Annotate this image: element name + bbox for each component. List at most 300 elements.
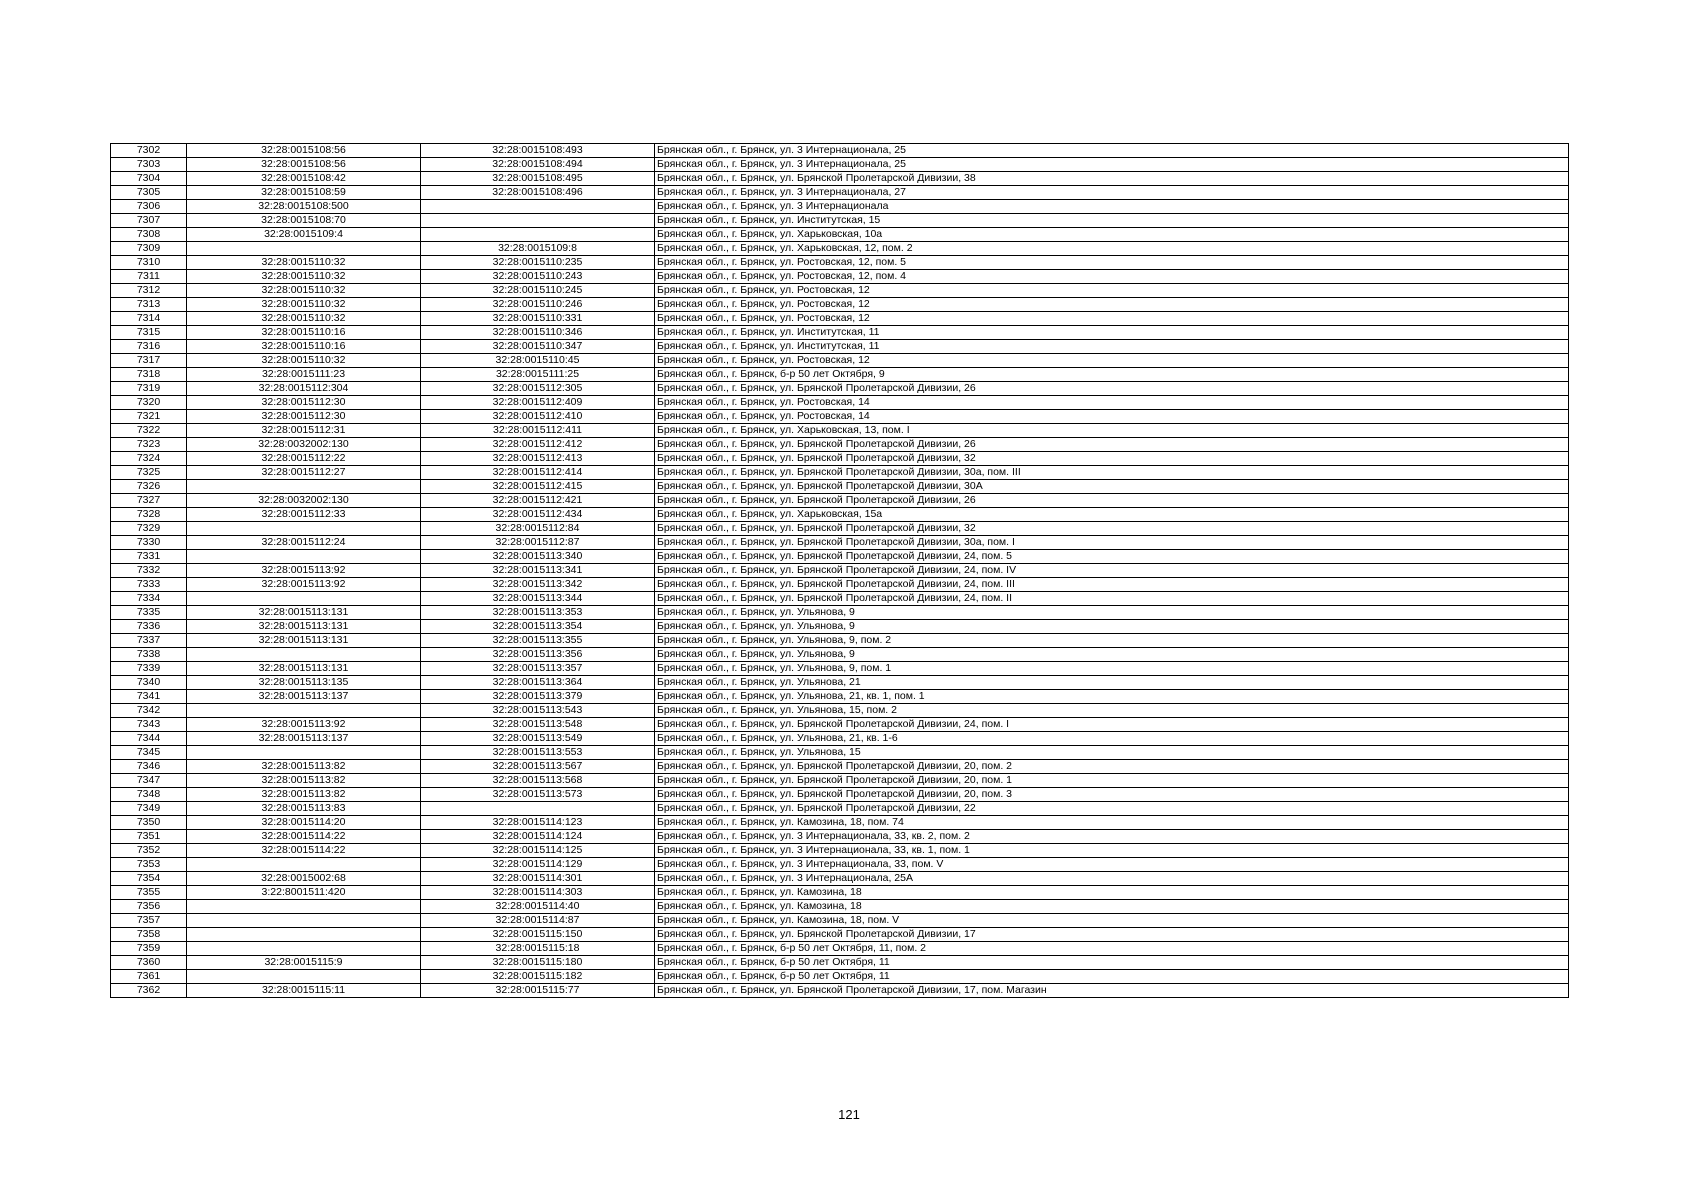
row-number-cell: 7333 (111, 578, 187, 592)
object-number-cell: 32:28:0015110:347 (421, 340, 655, 354)
table-row (111, 438, 1569, 452)
row-number-cell: 7353 (111, 858, 187, 872)
parcel-number-cell: 32:28:0015113:131 (187, 606, 421, 620)
object-number-cell: 32:28:0015113:567 (421, 760, 655, 774)
address-cell: Брянская обл., г. Брянск, ул. Брянской Пролетарской Дивизии, 32 (655, 522, 1569, 536)
table-row (111, 312, 1569, 326)
address-cell: Брянская обл., г. Брянск, ул. Харьковская, 13, пом. I (655, 424, 1569, 438)
object-number-cell: 32:28:0015115:182 (421, 970, 655, 984)
address-cell: Брянская обл., г. Брянск, ул. Брянской Пролетарской Дивизии, 26 (655, 382, 1569, 396)
address-cell: Брянская обл., г. Брянск, ул. Камозина, 18 (655, 900, 1569, 914)
table-row (111, 368, 1569, 382)
row-number-cell: 7319 (111, 382, 187, 396)
object-number-cell: 32:28:0015112:410 (421, 410, 655, 424)
parcel-number-cell: 32:28:0032002:130 (187, 438, 421, 452)
parcel-number-cell: 32:28:0015110:32 (187, 312, 421, 326)
row-number-cell: 7351 (111, 830, 187, 844)
object-number-cell: 32:28:0015115:180 (421, 956, 655, 970)
row-number-cell: 7339 (111, 662, 187, 676)
row-number-cell: 7309 (111, 242, 187, 256)
address-cell: Брянская обл., г. Брянск, ул. Харьковская, 10а (655, 228, 1569, 242)
parcel-number-cell: 32:28:0015113:137 (187, 732, 421, 746)
row-number-cell: 7348 (111, 788, 187, 802)
address-cell: Брянская обл., г. Брянск, ул. Ульянова, 21, кв. 1, пом. 1 (655, 690, 1569, 704)
table-row (111, 676, 1569, 690)
table-row (111, 662, 1569, 676)
object-number-cell: 32:28:0015110:346 (421, 326, 655, 340)
table-row (111, 550, 1569, 564)
row-number-cell: 7334 (111, 592, 187, 606)
object-number-cell: 32:28:0015112:415 (421, 480, 655, 494)
table-row (111, 172, 1569, 186)
parcel-number-cell: 32:28:0015110:16 (187, 326, 421, 340)
object-number-cell: 32:28:0015113:379 (421, 690, 655, 704)
table-row (111, 256, 1569, 270)
row-number-cell: 7331 (111, 550, 187, 564)
row-number-cell: 7323 (111, 438, 187, 452)
row-number-cell: 7352 (111, 844, 187, 858)
address-cell: Брянская обл., г. Брянск, ул. Институтская, 11 (655, 340, 1569, 354)
object-number-cell: 32:28:0015114:40 (421, 900, 655, 914)
address-cell: Брянская обл., г. Брянск, ул. Камозина, 18, пом. 74 (655, 816, 1569, 830)
table-row (111, 144, 1569, 158)
row-number-cell: 7336 (111, 620, 187, 634)
row-number-cell: 7338 (111, 648, 187, 662)
object-number-cell: 32:28:0015114:123 (421, 816, 655, 830)
row-number-cell: 7349 (111, 802, 187, 816)
address-cell: Брянская обл., г. Брянск, ул. Камозина, 18 (655, 886, 1569, 900)
object-number-cell: 32:28:0015115:77 (421, 984, 655, 998)
parcel-number-cell: 32:28:0015109:4 (187, 228, 421, 242)
address-cell: Брянская обл., г. Брянск, ул. Ульянова, 9 (655, 648, 1569, 662)
row-number-cell: 7337 (111, 634, 187, 648)
parcel-number-cell: 32:28:0015002:68 (187, 872, 421, 886)
parcel-number-cell: 32:28:0015113:92 (187, 578, 421, 592)
object-number-cell: 32:28:0015113:357 (421, 662, 655, 676)
parcel-number-cell: 32:28:0015108:56 (187, 144, 421, 158)
object-number-cell: 32:28:0015110:331 (421, 312, 655, 326)
row-number-cell: 7303 (111, 158, 187, 172)
parcel-number-cell: 32:28:0015113:92 (187, 564, 421, 578)
table-row (111, 704, 1569, 718)
table-row (111, 844, 1569, 858)
address-cell: Брянская обл., г. Брянск, ул. Брянской Пролетарской Дивизии, 32 (655, 452, 1569, 466)
parcel-number-cell (187, 648, 421, 662)
registry-table-body (111, 144, 1569, 998)
parcel-number-cell: 32:28:0015113:131 (187, 620, 421, 634)
row-number-cell: 7335 (111, 606, 187, 620)
object-number-cell: 32:28:0015113:344 (421, 592, 655, 606)
table-row (111, 606, 1569, 620)
row-number-cell: 7340 (111, 676, 187, 690)
address-cell: Брянская обл., г. Брянск, ул. Ростовская, 12 (655, 312, 1569, 326)
table-row (111, 634, 1569, 648)
parcel-number-cell: 32:28:0015112:31 (187, 424, 421, 438)
parcel-number-cell: 32:28:0015112:24 (187, 536, 421, 550)
parcel-number-cell: 32:28:0015112:304 (187, 382, 421, 396)
object-number-cell: 32:28:0015112:411 (421, 424, 655, 438)
address-cell: Брянская обл., г. Брянск, ул. Ростовская, 12 (655, 298, 1569, 312)
table-row (111, 830, 1569, 844)
object-number-cell: 32:28:0015113:353 (421, 606, 655, 620)
address-cell: Брянская обл., г. Брянск, б-р 50 лет Октября, 11 (655, 970, 1569, 984)
parcel-number-cell: 32:28:0015108:59 (187, 186, 421, 200)
address-cell: Брянская обл., г. Брянск, ул. 3 Интернационала, 25 (655, 144, 1569, 158)
table-row (111, 410, 1569, 424)
parcel-number-cell: 32:28:0015110:32 (187, 270, 421, 284)
object-number-cell: 32:28:0015112:84 (421, 522, 655, 536)
table-row (111, 872, 1569, 886)
object-number-cell: 32:28:0015113:543 (421, 704, 655, 718)
row-number-cell: 7356 (111, 900, 187, 914)
object-number-cell: 32:28:0015113:342 (421, 578, 655, 592)
table-row (111, 340, 1569, 354)
table-row (111, 732, 1569, 746)
object-number-cell: 32:28:0015114:125 (421, 844, 655, 858)
address-cell: Брянская обл., г. Брянск, ул. Ростовская, 12, пом. 5 (655, 256, 1569, 270)
parcel-number-cell: 32:28:0015114:22 (187, 844, 421, 858)
parcel-number-cell: 32:28:0015112:22 (187, 452, 421, 466)
parcel-number-cell: 32:28:0015114:20 (187, 816, 421, 830)
table-row (111, 620, 1569, 634)
address-cell: Брянская обл., г. Брянск, ул. 3 Интернационала, 33, пом. V (655, 858, 1569, 872)
object-number-cell: 32:28:0015114:301 (421, 872, 655, 886)
table-row (111, 592, 1569, 606)
address-cell: Брянская обл., г. Брянск, ул. 3 Интернационала, 25 (655, 158, 1569, 172)
address-cell: Брянская обл., г. Брянск, ул. 3 Интернационала, 25А (655, 872, 1569, 886)
table-row (111, 690, 1569, 704)
parcel-number-cell: 3:22:8001511:420 (187, 886, 421, 900)
object-number-cell (421, 200, 655, 214)
address-cell: Брянская обл., г. Брянск, ул. Ульянова, 21 (655, 676, 1569, 690)
table-row (111, 284, 1569, 298)
address-cell: Брянская обл., г. Брянск, ул. Харьковская, 12, пом. 2 (655, 242, 1569, 256)
address-cell: Брянская обл., г. Брянск, ул. 3 Интернационала, 33, кв. 1, пом. 1 (655, 844, 1569, 858)
row-number-cell: 7311 (111, 270, 187, 284)
parcel-number-cell: 32:28:0015110:32 (187, 284, 421, 298)
address-cell: Брянская обл., г. Брянск, ул. Ульянова, 9 (655, 606, 1569, 620)
table-row (111, 452, 1569, 466)
row-number-cell: 7332 (111, 564, 187, 578)
row-number-cell: 7328 (111, 508, 187, 522)
address-cell: Брянская обл., г. Брянск, ул. Ульянова, 9 (655, 620, 1569, 634)
parcel-number-cell: 32:28:0015110:16 (187, 340, 421, 354)
address-cell: Брянская обл., г. Брянск, ул. Брянской Пролетарской Дивизии, 17, пом. Магазин (655, 984, 1569, 998)
table-row (111, 886, 1569, 900)
parcel-number-cell: 32:28:0015108:56 (187, 158, 421, 172)
address-cell: Брянская обл., г. Брянск, ул. Брянской Пролетарской Дивизии, 24, пом. II (655, 592, 1569, 606)
parcel-number-cell: 32:28:0015113:131 (187, 662, 421, 676)
row-number-cell: 7318 (111, 368, 187, 382)
address-cell: Брянская обл., г. Брянск, б-р 50 лет Октября, 9 (655, 368, 1569, 382)
address-cell: Брянская обл., г. Брянск, ул. 3 Интернационала, 27 (655, 186, 1569, 200)
address-cell: Брянская обл., г. Брянск, ул. Брянской Пролетарской Дивизии, 24, пом. 5 (655, 550, 1569, 564)
table-row (111, 186, 1569, 200)
address-cell: Брянская обл., г. Брянск, ул. Ростовская, 14 (655, 410, 1569, 424)
parcel-number-cell: 32:28:0015113:92 (187, 718, 421, 732)
object-number-cell: 32:28:0015114:129 (421, 858, 655, 872)
row-number-cell: 7314 (111, 312, 187, 326)
object-number-cell: 32:28:0015108:495 (421, 172, 655, 186)
address-cell: Брянская обл., г. Брянск, б-р 50 лет Октября, 11 (655, 956, 1569, 970)
row-number-cell: 7313 (111, 298, 187, 312)
parcel-number-cell: 32:28:0015112:30 (187, 410, 421, 424)
row-number-cell: 7321 (111, 410, 187, 424)
row-number-cell: 7322 (111, 424, 187, 438)
object-number-cell: 32:28:0015113:549 (421, 732, 655, 746)
object-number-cell: 32:28:0015115:150 (421, 928, 655, 942)
object-number-cell (421, 802, 655, 816)
object-number-cell (421, 214, 655, 228)
row-number-cell: 7358 (111, 928, 187, 942)
parcel-number-cell: 32:28:0015113:83 (187, 802, 421, 816)
table-row (111, 956, 1569, 970)
address-cell: Брянская обл., г. Брянск, ул. 3 Интернационала, 33, кв. 2, пом. 2 (655, 830, 1569, 844)
object-number-cell: 32:28:0015112:434 (421, 508, 655, 522)
parcel-number-cell: 32:28:0015112:33 (187, 508, 421, 522)
object-number-cell (421, 228, 655, 242)
address-cell: Брянская обл., г. Брянск, ул. Ульянова, 15, пом. 2 (655, 704, 1569, 718)
address-cell: Брянская обл., г. Брянск, ул. Брянской Пролетарской Дивизии, 30а, пом. III (655, 466, 1569, 480)
table-row (111, 466, 1569, 480)
object-number-cell: 32:28:0015113:356 (421, 648, 655, 662)
table-row (111, 326, 1569, 340)
object-number-cell: 32:28:0015110:246 (421, 298, 655, 312)
row-number-cell: 7350 (111, 816, 187, 830)
parcel-number-cell (187, 858, 421, 872)
row-number-cell: 7325 (111, 466, 187, 480)
parcel-number-cell (187, 550, 421, 564)
address-cell: Брянская обл., г. Брянск, ул. Брянской Пролетарской Дивизии, 20, пом. 1 (655, 774, 1569, 788)
parcel-number-cell (187, 970, 421, 984)
row-number-cell: 7326 (111, 480, 187, 494)
table-row (111, 648, 1569, 662)
object-number-cell: 32:28:0015113:568 (421, 774, 655, 788)
table-row (111, 774, 1569, 788)
table-row (111, 214, 1569, 228)
parcel-number-cell (187, 480, 421, 494)
table-row (111, 396, 1569, 410)
parcel-number-cell: 32:28:0015113:82 (187, 774, 421, 788)
row-number-cell: 7312 (111, 284, 187, 298)
row-number-cell: 7357 (111, 914, 187, 928)
object-number-cell: 32:28:0015112:414 (421, 466, 655, 480)
parcel-number-cell: 32:28:0015113:82 (187, 760, 421, 774)
row-number-cell: 7327 (111, 494, 187, 508)
row-number-cell: 7347 (111, 774, 187, 788)
address-cell: Брянская обл., г. Брянск, ул. Ростовская, 14 (655, 396, 1569, 410)
table-row (111, 158, 1569, 172)
row-number-cell: 7305 (111, 186, 187, 200)
row-number-cell: 7304 (111, 172, 187, 186)
table-row (111, 270, 1569, 284)
table-row (111, 578, 1569, 592)
row-number-cell: 7359 (111, 942, 187, 956)
row-number-cell: 7330 (111, 536, 187, 550)
row-number-cell: 7361 (111, 970, 187, 984)
table-row (111, 424, 1569, 438)
address-cell: Брянская обл., г. Брянск, ул. Брянской Пролетарской Дивизии, 24, пом. III (655, 578, 1569, 592)
object-number-cell: 32:28:0015113:341 (421, 564, 655, 578)
table-row (111, 494, 1569, 508)
address-cell: Брянская обл., г. Брянск, б-р 50 лет Октября, 11, пом. 2 (655, 942, 1569, 956)
address-cell: Брянская обл., г. Брянск, ул. Брянской Пролетарской Дивизии, 26 (655, 494, 1569, 508)
parcel-number-cell (187, 592, 421, 606)
table-row (111, 200, 1569, 214)
row-number-cell: 7316 (111, 340, 187, 354)
parcel-number-cell: 32:28:0015113:82 (187, 788, 421, 802)
address-cell: Брянская обл., г. Брянск, ул. Брянской Пролетарской Дивизии, 30а, пом. I (655, 536, 1569, 550)
parcel-number-cell: 32:28:0015113:137 (187, 690, 421, 704)
row-number-cell: 7315 (111, 326, 187, 340)
parcel-number-cell (187, 914, 421, 928)
table-row (111, 900, 1569, 914)
table-row (111, 970, 1569, 984)
address-cell: Брянская обл., г. Брянск, ул. 3 Интернационала (655, 200, 1569, 214)
parcel-number-cell: 32:28:0015108:42 (187, 172, 421, 186)
address-cell: Брянская обл., г. Брянск, ул. Институтская, 15 (655, 214, 1569, 228)
address-cell: Брянская обл., г. Брянск, ул. Харьковская, 15а (655, 508, 1569, 522)
object-number-cell: 32:28:0015111:25 (421, 368, 655, 382)
table-row (111, 564, 1569, 578)
row-number-cell: 7362 (111, 984, 187, 998)
table-row (111, 858, 1569, 872)
table-row (111, 816, 1569, 830)
parcel-number-cell: 32:28:0015115:11 (187, 984, 421, 998)
object-number-cell: 32:28:0015113:573 (421, 788, 655, 802)
row-number-cell: 7306 (111, 200, 187, 214)
parcel-number-cell (187, 746, 421, 760)
row-number-cell: 7346 (111, 760, 187, 774)
row-number-cell: 7302 (111, 144, 187, 158)
parcel-number-cell: 32:28:0032002:130 (187, 494, 421, 508)
address-cell: Брянская обл., г. Брянск, ул. Брянской Пролетарской Дивизии, 20, пом. 2 (655, 760, 1569, 774)
object-number-cell: 32:28:0015114:87 (421, 914, 655, 928)
parcel-number-cell: 32:28:0015112:27 (187, 466, 421, 480)
object-number-cell: 32:28:0015114:124 (421, 830, 655, 844)
object-number-cell: 32:28:0015112:421 (421, 494, 655, 508)
row-number-cell: 7354 (111, 872, 187, 886)
parcel-number-cell (187, 242, 421, 256)
parcel-number-cell: 32:28:0015108:70 (187, 214, 421, 228)
address-cell: Брянская обл., г. Брянск, ул. Брянской Пролетарской Дивизии, 24, пом. IV (655, 564, 1569, 578)
row-number-cell: 7355 (111, 886, 187, 900)
object-number-cell: 32:28:0015112:412 (421, 438, 655, 452)
address-cell: Брянская обл., г. Брянск, ул. Ульянова, 9, пом. 1 (655, 662, 1569, 676)
address-cell: Брянская обл., г. Брянск, ул. Брянской Пролетарской Дивизии, 26 (655, 438, 1569, 452)
row-number-cell: 7320 (111, 396, 187, 410)
object-number-cell: 32:28:0015110:243 (421, 270, 655, 284)
parcel-number-cell: 32:28:0015110:32 (187, 298, 421, 312)
table-row (111, 522, 1569, 536)
address-cell: Брянская обл., г. Брянск, ул. Брянской Пролетарской Дивизии, 24, пом. I (655, 718, 1569, 732)
object-number-cell: 32:28:0015108:493 (421, 144, 655, 158)
object-number-cell: 32:28:0015115:18 (421, 942, 655, 956)
parcel-number-cell (187, 522, 421, 536)
object-number-cell: 32:28:0015110:245 (421, 284, 655, 298)
parcel-number-cell: 32:28:0015113:135 (187, 676, 421, 690)
table-row (111, 746, 1569, 760)
object-number-cell: 32:28:0015112:413 (421, 452, 655, 466)
table-row (111, 242, 1569, 256)
parcel-number-cell: 32:28:0015115:9 (187, 956, 421, 970)
address-cell: Брянская обл., г. Брянск, ул. Брянской Пролетарской Дивизии, 17 (655, 928, 1569, 942)
object-number-cell: 32:28:0015110:45 (421, 354, 655, 368)
table-row (111, 942, 1569, 956)
table-row (111, 914, 1569, 928)
object-number-cell: 32:28:0015109:8 (421, 242, 655, 256)
object-number-cell: 32:28:0015113:340 (421, 550, 655, 564)
row-number-cell: 7360 (111, 956, 187, 970)
parcel-number-cell (187, 928, 421, 942)
object-number-cell: 32:28:0015113:553 (421, 746, 655, 760)
parcel-number-cell: 32:28:0015111:23 (187, 368, 421, 382)
address-cell: Брянская обл., г. Брянск, ул. Институтская, 11 (655, 326, 1569, 340)
parcel-number-cell: 32:28:0015110:32 (187, 354, 421, 368)
address-cell: Брянская обл., г. Брянск, ул. Брянской Пролетарской Дивизии, 22 (655, 802, 1569, 816)
table-row (111, 508, 1569, 522)
parcel-number-cell: 32:28:0015112:30 (187, 396, 421, 410)
object-number-cell: 32:28:0015108:496 (421, 186, 655, 200)
page-number: 121 (838, 1107, 860, 1122)
parcel-number-cell: 32:28:0015110:32 (187, 256, 421, 270)
parcel-number-cell (187, 942, 421, 956)
row-number-cell: 7308 (111, 228, 187, 242)
row-number-cell: 7307 (111, 214, 187, 228)
table-row (111, 788, 1569, 802)
object-number-cell: 32:28:0015113:548 (421, 718, 655, 732)
object-number-cell: 32:28:0015112:305 (421, 382, 655, 396)
object-number-cell: 32:28:0015113:355 (421, 634, 655, 648)
table-row (111, 382, 1569, 396)
row-number-cell: 7343 (111, 718, 187, 732)
address-cell: Брянская обл., г. Брянск, ул. Ульянова, 21, кв. 1-6 (655, 732, 1569, 746)
parcel-number-cell: 32:28:0015108:500 (187, 200, 421, 214)
table-row (111, 802, 1569, 816)
table-row (111, 536, 1569, 550)
object-number-cell: 32:28:0015110:235 (421, 256, 655, 270)
table-row (111, 354, 1569, 368)
address-cell: Брянская обл., г. Брянск, ул. Ростовская, 12 (655, 354, 1569, 368)
table-row (111, 760, 1569, 774)
table-row (111, 928, 1569, 942)
address-cell: Брянская обл., г. Брянск, ул. Ульянова, 15 (655, 746, 1569, 760)
row-number-cell: 7329 (111, 522, 187, 536)
row-number-cell: 7341 (111, 690, 187, 704)
table-row (111, 228, 1569, 242)
address-cell: Брянская обл., г. Брянск, ул. Ростовская, 12 (655, 284, 1569, 298)
object-number-cell: 32:28:0015114:303 (421, 886, 655, 900)
row-number-cell: 7344 (111, 732, 187, 746)
object-number-cell: 32:28:0015108:494 (421, 158, 655, 172)
row-number-cell: 7324 (111, 452, 187, 466)
row-number-cell: 7342 (111, 704, 187, 718)
row-number-cell: 7345 (111, 746, 187, 760)
address-cell: Брянская обл., г. Брянск, ул. Брянской Пролетарской Дивизии, 30А (655, 480, 1569, 494)
address-cell: Брянская обл., г. Брянск, ул. Камозина, 18, пом. V (655, 914, 1569, 928)
object-number-cell: 32:28:0015113:364 (421, 676, 655, 690)
table-row (111, 298, 1569, 312)
address-cell: Брянская обл., г. Брянск, ул. Ульянова, 9, пом. 2 (655, 634, 1569, 648)
parcel-number-cell (187, 704, 421, 718)
parcel-number-cell: 32:28:0015113:131 (187, 634, 421, 648)
object-number-cell: 32:28:0015113:354 (421, 620, 655, 634)
row-number-cell: 7310 (111, 256, 187, 270)
object-number-cell: 32:28:0015112:409 (421, 396, 655, 410)
row-number-cell: 7317 (111, 354, 187, 368)
address-cell: Брянская обл., г. Брянск, ул. Брянской Пролетарской Дивизии, 20, пом. 3 (655, 788, 1569, 802)
registry-table (110, 143, 1569, 998)
